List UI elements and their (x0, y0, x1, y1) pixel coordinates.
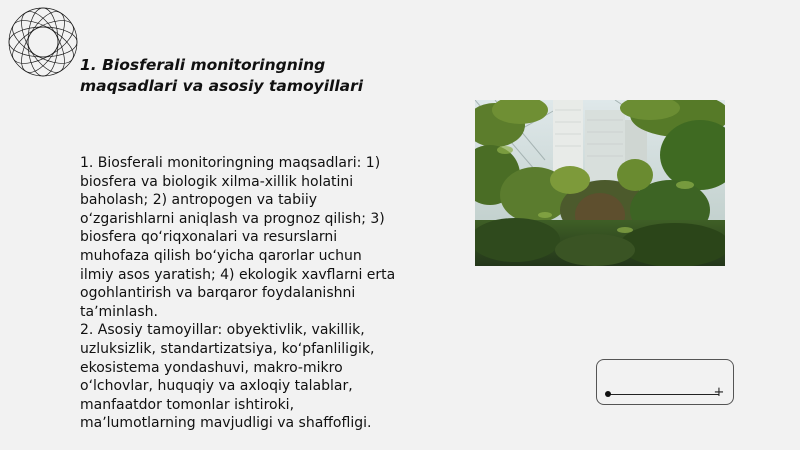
body-line: ogohlantirish va barqaror foydalanishni (80, 285, 356, 302)
body-line: oʻlchovlar, huquqiy va axloqiy talablar, (80, 378, 353, 395)
body-line: biosfera qoʻriqxonalari va resurslarni (80, 229, 338, 246)
slide-title (80, 55, 420, 97)
body-line: maʼlumotlarning mavjudligi va shaffofligi. (80, 415, 372, 432)
body-line: ilmiy asos yaratish; 4) ekologik xavflarni erta (80, 266, 396, 283)
body-line: taʼminlash. (80, 303, 159, 320)
body-line: baholash; 2) antropogen va tabiiy (80, 192, 318, 209)
body-line: oʻzgarishlarni aniqlash va prognoz qilish; 3) (80, 210, 385, 227)
plus-icon[interactable]: + (713, 385, 725, 400)
body-line: manfaatdor tomonlar ishtiroki, (80, 396, 295, 413)
slider-handle[interactable] (605, 391, 611, 397)
slide-title-line: 1. Biosferali monitoringning (80, 56, 326, 74)
spirograph-logo-icon (5, 4, 81, 80)
slide-body (80, 154, 440, 433)
greenhouse-plants-image (475, 100, 725, 266)
slide-title-line: maqsadlari va asosiy tamoyillari (80, 77, 364, 95)
body-line: biosfera va biologik xilma-xillik holatini (80, 173, 354, 190)
slider-track[interactable] (607, 394, 719, 395)
body-line: ekosistema yondashuvi, makro-mikro (80, 359, 343, 376)
body-line: uzluksizlik, standartizatsiya, koʻpfanliligik, (80, 340, 375, 357)
body-line: muhofaza qilish boʻyicha qarorlar uchun (80, 247, 362, 264)
body-line: 2. Asosiy tamoyillar: obyektivlik, vakillik, (80, 322, 365, 339)
slider-control[interactable] (596, 359, 734, 405)
body-line: 1. Biosferali monitoringning maqsadlari: 1) (80, 155, 381, 171)
